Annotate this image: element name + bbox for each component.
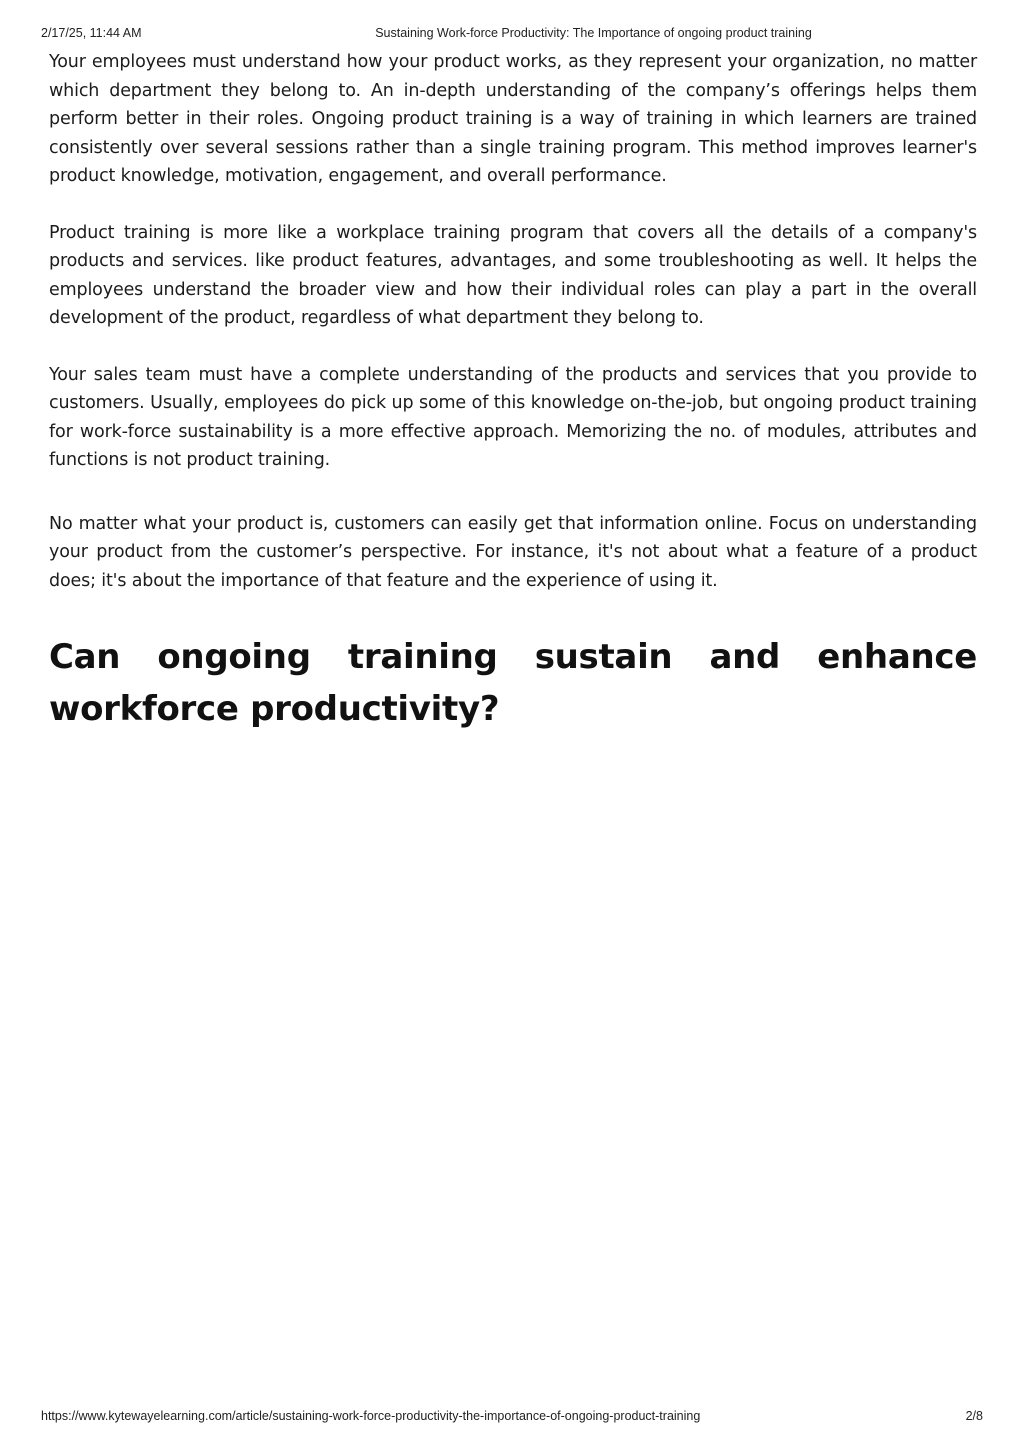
- print-date: 2/17/25, 11:44 AM: [41, 26, 142, 40]
- article-paragraph: Your employees must understand how your product works, as they represent your organization, no matter which department they belong to. An in-depth understanding of the company’s offerings helps them perform better in their roles. Ongoing product training is a way of training in which learners are trained consistently over several sessions rather than a single training program. This method improves learner's product knowledge, motivation, engagement, and overall performance.: [49, 52, 977, 186]
- print-header: [0, 26, 1024, 42]
- print-page-title: Sustaining Work-force Productivity: The Importance of ongoing product training: [375, 26, 812, 40]
- print-url: https://www.kytewayelearning.com/article/sustaining-work-force-productivity-the-importance-of-ongoing-product-training: [41, 1409, 701, 1423]
- page-number: 2/8: [965, 1409, 983, 1423]
- article-body: [49, 48, 977, 735]
- article-paragraph: Your sales team must have a complete understanding of the products and services that you provide to customers. Usually, employees do pick up some of this knowledge on-the-job, but ongoing product training for work-force sustainability is a more effective approach. Memorizing the no. of modules, attributes and functions is not product training.: [49, 364, 977, 470]
- print-footer: [0, 1409, 1024, 1425]
- article-paragraph: Product training is more like a workplace training program that covers all the details of a company's products and services. like product features, advantages, and some troubleshooting as well. It helps the employees understand the broader view and how their individual roles can play a part in the overall development of the product, regardless of what department they belong to.: [49, 222, 977, 328]
- section-heading: Can ongoing training sustain and enhance workforce productivity?: [49, 637, 977, 729]
- article-paragraph: No matter what your product is, customers can easily get that information online. Focus on understanding your product from the customer’s perspective. For instance, it's not about what a feature of a product does; it's about the importance of that feature and the experience of using it.: [49, 513, 977, 591]
